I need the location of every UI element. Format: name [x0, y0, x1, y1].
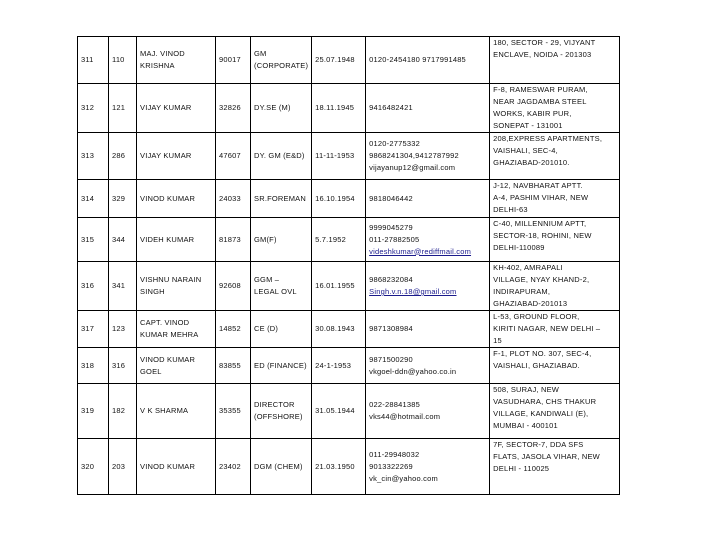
- contact-cell: [366, 439, 490, 495]
- member-name-line: V K SHARMA: [140, 406, 189, 415]
- address-cell: [490, 311, 620, 348]
- date-of-birth-cell: 16.10.1954: [312, 180, 366, 218]
- member-code-cell: 121: [109, 84, 137, 133]
- designation-cell: [251, 37, 312, 84]
- address-line: VILLAGE, NYAY KHAND-2,: [493, 275, 590, 284]
- date-of-birth-cell: 21.03.1950: [312, 439, 366, 495]
- member-name-line: VIJAY KUMAR: [140, 151, 192, 160]
- member-name-cell: [137, 311, 216, 348]
- designation-cell: [251, 439, 312, 495]
- member-code-cell: 123: [109, 311, 137, 348]
- address-line: INDIRAPURAM,: [493, 287, 551, 296]
- designation-cell: [251, 311, 312, 348]
- contact-line: 022-28841385: [369, 400, 420, 409]
- address-line: WORKS, KABIR PUR,: [493, 109, 572, 118]
- table-row: [78, 384, 620, 439]
- table-row: [78, 218, 620, 262]
- serial-number-cell: 314: [78, 180, 109, 218]
- member-code-cell: 316: [109, 348, 137, 384]
- address-line: F-1, PLOT NO. 307, SEC-4,: [493, 349, 592, 358]
- member-name-cell: [137, 384, 216, 439]
- address-line: C-40, MILLENNIUM APTT,: [493, 219, 587, 228]
- address-line: ENCLAVE, NOIDA - 201303: [493, 50, 592, 59]
- contact-line: 9416482421: [369, 103, 413, 112]
- address-line: DELHI-110089: [493, 243, 545, 252]
- contact-cell: [366, 218, 490, 262]
- designation-line: DY. GM (E&D): [254, 151, 305, 160]
- address-cell: [490, 133, 620, 180]
- contact-cell: [366, 311, 490, 348]
- email-link[interactable]: videshkumar@rediffmail.com: [369, 246, 472, 256]
- member-name-cell: [137, 84, 216, 133]
- serial-number-cell: 318: [78, 348, 109, 384]
- date-of-birth-cell: 31.05.1944: [312, 384, 366, 439]
- member-code-cell: 329: [109, 180, 137, 218]
- contact-line: 9871500290: [369, 354, 413, 364]
- date-of-birth-cell: 25.07.1948: [312, 37, 366, 84]
- address-line: GHAZIABAD-201013: [493, 299, 568, 308]
- designation-cell: [251, 262, 312, 311]
- designation-line: (OFFSHORE): [254, 412, 303, 421]
- member-name-line: SINGH: [140, 287, 165, 296]
- address-line: J-12, NAVBHARAT APTT.: [493, 181, 583, 190]
- employee-id-cell: 24033: [216, 180, 251, 218]
- member-name-cell: [137, 37, 216, 84]
- member-name-cell: [137, 180, 216, 218]
- address-cell: [490, 180, 620, 218]
- designation-line: DY.SE (M): [254, 103, 291, 112]
- member-code-cell: 341: [109, 262, 137, 311]
- address-line: NEAR JAGDAMBA STEEL: [493, 97, 587, 106]
- address-line: KH-402, AMRAPALI: [493, 263, 563, 272]
- address-line: VAISHALI, SEC-4,: [493, 146, 558, 155]
- date-of-birth-cell: 11-11-1953: [312, 133, 366, 180]
- contact-cell: [366, 348, 490, 384]
- contact-cell: [366, 180, 490, 218]
- designation-line: LEGAL OVL: [254, 287, 297, 296]
- date-of-birth-cell: 18.11.1945: [312, 84, 366, 133]
- date-of-birth-cell: 5.7.1952: [312, 218, 366, 262]
- address-line: DELHI-63: [493, 205, 528, 214]
- address-line: GHAZIABAD-201010.: [493, 158, 570, 167]
- contact-line: 9868232084: [369, 275, 413, 284]
- table-row: [78, 133, 620, 180]
- member-name-cell: [137, 218, 216, 262]
- contact-list-sheet: [77, 36, 620, 495]
- contact-cell: [366, 84, 490, 133]
- member-name-line: MAJ. VINOD: [140, 49, 185, 58]
- member-name-line: VINOD KUMAR: [140, 461, 196, 471]
- email-link[interactable]: vijayanup12@gmail.com: [369, 163, 456, 172]
- address-cell: [490, 348, 620, 384]
- designation-line: DIRECTOR: [254, 400, 295, 409]
- address-line: VAISHALI, GHAZIABAD.: [493, 361, 580, 370]
- address-line: 180, SECTOR - 29, VIJYANT: [493, 38, 596, 47]
- serial-number-cell: 319: [78, 384, 109, 439]
- address-line: 208,EXPRESS APARTMENTS,: [493, 134, 603, 143]
- address-line: 508, SURAJ, NEW: [493, 385, 560, 394]
- employee-id-cell: 23402: [216, 439, 251, 495]
- employee-id-cell: 81873: [216, 218, 251, 262]
- address-line: KIRITI NAGAR, NEW DELHI –: [493, 324, 601, 333]
- designation-line: CE (D): [254, 324, 279, 333]
- designation-cell: [251, 84, 312, 133]
- member-name-line: VIJAY KUMAR: [140, 103, 192, 112]
- email-link[interactable]: vkgoel-ddn@yahoo.co.in: [369, 366, 457, 376]
- employee-id-cell: 83855: [216, 348, 251, 384]
- contact-cell: [366, 37, 490, 84]
- date-of-birth-cell: 16.01.1955: [312, 262, 366, 311]
- designation-line: GM: [254, 49, 267, 58]
- employee-id-cell: 47607: [216, 133, 251, 180]
- member-name-line: KRISHNA: [140, 61, 175, 70]
- table-row: [78, 180, 620, 218]
- designation-line: GM(F): [254, 234, 277, 244]
- designation-cell: [251, 348, 312, 384]
- email-link[interactable]: Singh.v.n.18@gmail.com: [369, 287, 457, 296]
- address-line: FLATS, JASOLA VIHAR, NEW: [493, 452, 600, 461]
- address-line: VILLAGE, KANDIWALI (E),: [493, 409, 589, 418]
- address-line: VASUDHARA, CHS THAKUR: [493, 397, 597, 406]
- address-line: MUMBAI - 400101: [493, 421, 558, 430]
- member-name-cell: [137, 262, 216, 311]
- member-name-cell: [137, 348, 216, 384]
- designation-cell: [251, 133, 312, 180]
- member-name-line: GOEL: [140, 366, 162, 376]
- address-line: SONEPAT - 131001: [493, 121, 563, 130]
- contact-line: 011-29948032: [369, 449, 420, 459]
- member-name-line: VISHNU NARAIN: [140, 275, 202, 284]
- address-cell: [490, 384, 620, 439]
- table-body: [78, 37, 620, 495]
- serial-number-cell: 315: [78, 218, 109, 262]
- member-code-cell: 203: [109, 439, 137, 495]
- member-code-cell: 182: [109, 384, 137, 439]
- serial-number-cell: 313: [78, 133, 109, 180]
- employee-id-cell: 32826: [216, 84, 251, 133]
- member-code-cell: 110: [109, 37, 137, 84]
- contact-line: 011-27882505: [369, 234, 420, 244]
- table-row: [78, 348, 620, 384]
- contact-line: 0120-2454180 9717991485: [369, 55, 466, 64]
- member-name-line: VINOD KUMAR: [140, 354, 196, 364]
- member-name-line: VINOD KUMAR: [140, 193, 196, 203]
- serial-number-cell: 312: [78, 84, 109, 133]
- table-row: [78, 262, 620, 311]
- address-line: 15: [493, 336, 502, 345]
- date-of-birth-cell: 24-1-1953: [312, 348, 366, 384]
- designation-line: SR.FOREMAN: [254, 193, 307, 203]
- contact-line: 9871308984: [369, 324, 413, 333]
- designation-line: (CORPORATE): [254, 61, 309, 70]
- address-line: A-4, PASHIM VIHAR, NEW: [493, 193, 589, 202]
- contact-line: 9868241304,9412787992: [369, 151, 459, 160]
- member-name-cell: [137, 133, 216, 180]
- employee-id-cell: 35355: [216, 384, 251, 439]
- designation-line: ED (FINANCE): [254, 360, 307, 370]
- serial-number-cell: 317: [78, 311, 109, 348]
- member-name-cell: [137, 439, 216, 495]
- contact-cell: [366, 262, 490, 311]
- employee-id-cell: 14852: [216, 311, 251, 348]
- email-link[interactable]: vks44@hotmail.com: [369, 412, 441, 421]
- address-line: 7F, SECTOR-7, DDA SFS: [493, 440, 584, 449]
- address-cell: [490, 262, 620, 311]
- designation-line: DGM (CHEM): [254, 461, 303, 471]
- designation-cell: [251, 218, 312, 262]
- address-line: SECTOR-18, ROHINI, NEW: [493, 231, 592, 240]
- member-name-line: KUMAR MEHRA: [140, 330, 199, 339]
- serial-number-cell: 320: [78, 439, 109, 495]
- member-code-cell: 344: [109, 218, 137, 262]
- contact-line: 0120-2775332: [369, 139, 420, 148]
- address-line: F-8, RAMESWAR PURAM,: [493, 85, 588, 94]
- member-code-cell: 286: [109, 133, 137, 180]
- designation-cell: [251, 180, 312, 218]
- address-cell: [490, 37, 620, 84]
- address-cell: [490, 218, 620, 262]
- table-row: [78, 311, 620, 348]
- contact-line: 9999045279: [369, 222, 413, 232]
- table-row: [78, 37, 620, 84]
- contact-cell: [366, 384, 490, 439]
- address-line: L-53, GROUND FLOOR,: [493, 312, 580, 321]
- table-row: [78, 439, 620, 495]
- contact-line: 9818046442: [369, 193, 413, 203]
- address-cell: [490, 439, 620, 495]
- designation-line: GGM –: [254, 275, 280, 284]
- contact-table: [77, 36, 620, 495]
- member-name-line: VIDEH KUMAR: [140, 234, 195, 244]
- designation-cell: [251, 384, 312, 439]
- employee-id-cell: 92608: [216, 262, 251, 311]
- email-link[interactable]: vk_cin@yahoo.com: [369, 473, 438, 483]
- serial-number-cell: 311: [78, 37, 109, 84]
- contact-cell: [366, 133, 490, 180]
- contact-line: 9013322269: [369, 461, 413, 471]
- employee-id-cell: 90017: [216, 37, 251, 84]
- serial-number-cell: 316: [78, 262, 109, 311]
- address-cell: [490, 84, 620, 133]
- date-of-birth-cell: 30.08.1943: [312, 311, 366, 348]
- member-name-line: CAPT. VINOD: [140, 318, 190, 327]
- address-line: DELHI - 110025: [493, 464, 550, 473]
- table-row: [78, 84, 620, 133]
